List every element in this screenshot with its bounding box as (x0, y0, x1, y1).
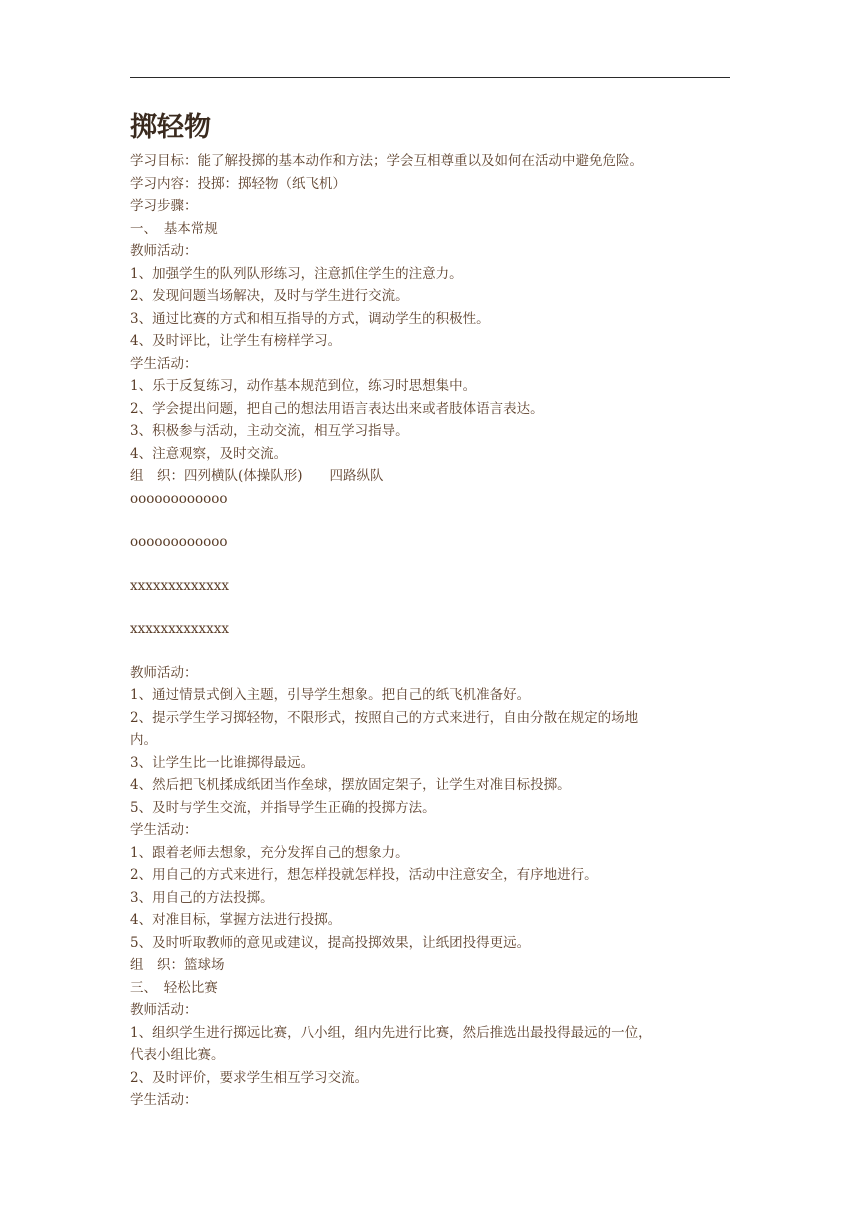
formation-row: oooooooooooo (130, 490, 228, 507)
list-item: 1、组织学生进行掷远比赛，八小组，组内先进行比赛，然后推选出最投得最远的一位， (130, 1024, 652, 1041)
list-item: 3、让学生比一比谁掷得最远。 (130, 754, 315, 771)
subheading: 教师活动： (130, 1002, 198, 1018)
list-item: 2、发现问题当场解决，及时与学生进行交流。 (130, 288, 409, 304)
subheading: 教师活动： (130, 664, 198, 681)
blank-line (130, 510, 730, 531)
blank-line (130, 554, 730, 575)
list-item: 4、注意观察，及时交流。 (130, 445, 288, 462)
formation-row: xxxxxxxxxxxxx (130, 577, 229, 594)
list-item: 4、对准目标，掌握方法进行投掷。 (130, 912, 342, 928)
list-item: 1、通过情景式倒入主题，引导学生想象。把自己的纸飞机准备好。 (130, 687, 531, 703)
header-rule (130, 77, 730, 78)
list-item: 2、学会提出问题，把自己的想法用语言表达出来或者肢体语言表达。 (130, 400, 544, 417)
document-title: 掷轻物 (130, 112, 211, 143)
section-heading: 三、 轻松比赛 (130, 979, 218, 996)
organization-line: 组 织：篮球场 (130, 957, 225, 973)
document-lines (130, 150, 730, 1112)
list-item: 4、然后把飞机揉成纸团当作垒球，摆放固定架子，让学生对准目标投掷。 (130, 777, 571, 793)
subheading: 学生活动： (130, 1092, 198, 1108)
list-item: 1、乐于反复练习，动作基本规范到位，练习时思想集中。 (130, 378, 477, 394)
section-heading: 一、 基本常规 (130, 220, 218, 237)
text-line: 学习内容：投掷：掷轻物（纸飞机） (130, 175, 346, 192)
blank-line (130, 597, 730, 618)
list-item: 5、及时听取教师的意见或建议，提高投掷效果，让纸团投得更远。 (130, 934, 531, 951)
list-item: 4、及时评比，让学生有榜样学习。 (130, 333, 342, 349)
organization-line: 组 织：四列横队(体操队形) 四路纵队 (130, 468, 384, 484)
blank-line (130, 641, 730, 662)
list-item: 3、通过比赛的方式和相互指导的方式，调动学生的积极性。 (130, 310, 490, 327)
formation-row: oooooooooooo (130, 534, 228, 550)
list-item: 3、积极参与活动，主动交流，相互学习指导。 (130, 423, 409, 439)
text-line: 学习步骤： (130, 198, 198, 214)
list-item-continuation: 代表小组比赛。 (130, 1047, 225, 1063)
subheading: 学生活动： (130, 822, 198, 838)
text-line: 学习目标：能了解投掷的基本动作和方法；学会互相尊重以及如何在活动中避免危险。 (130, 153, 643, 169)
list-item: 1、跟着老师去想象，充分发挥自己的想象力。 (130, 844, 409, 861)
subheading: 教师活动： (130, 243, 198, 259)
document-body (130, 108, 730, 1112)
list-item: 2、用自己的方式来进行，想怎样投就怎样投，活动中注意安全，有序地进行。 (130, 867, 598, 883)
list-item: 2、提示学生学习掷轻物，不限形式，按照自己的方式来进行，自由分散在规定的场地 (130, 709, 639, 726)
list-item: 1、加强学生的队列队形练习，注意抓住学生的注意力。 (130, 265, 463, 282)
list-item-continuation: 内。 (130, 732, 157, 748)
list-item: 2、及时评价，要求学生相互学习交流。 (130, 1069, 369, 1086)
subheading: 学生活动： (130, 355, 198, 372)
formation-row: xxxxxxxxxxxxx (130, 621, 229, 637)
list-item: 5、及时与学生交流，并指导学生正确的投掷方法。 (130, 799, 436, 816)
list-item: 3、用自己的方法投掷。 (130, 889, 274, 906)
